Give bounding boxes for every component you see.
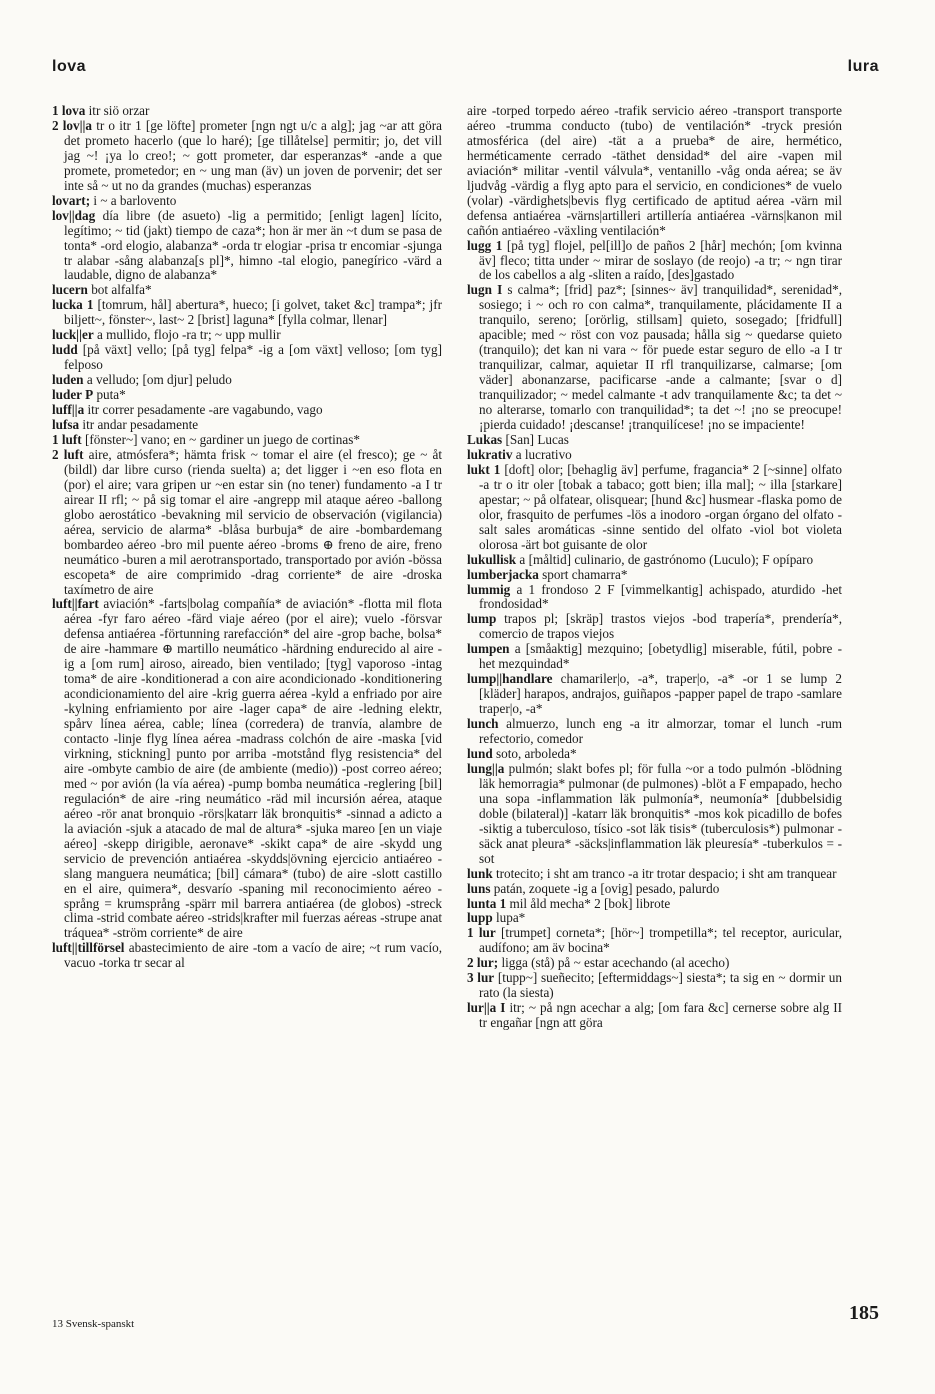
entry-headword: lunk bbox=[467, 865, 493, 881]
dictionary-entry bbox=[467, 553, 842, 568]
dictionary-entry bbox=[52, 433, 442, 448]
entry-definition: trapos pl; [skräp] trastos viejos -bod trapería*, prendería*, comercio de trapos viejos bbox=[479, 611, 842, 642]
entry-definition: itr correr pesadamente -are vagabundo, vago bbox=[84, 402, 323, 418]
entry-headword: lov||dag bbox=[52, 207, 96, 223]
entry-definition: pulmón; slakt bofes pl; för fulla ~or a todo pulmón -blödning läk hemorragia* pulmonar (de pulmones) -blöt a F empapado, hecho una sopa -inflammation läk pulmonía*, neumonía* [dubbelsidig doble (bilateral)] -katarr läk bronquitis* -mos kok picadillo de bofes -siktig a tuberculoso, tísico -sot läk tisis* (tuberculosis*) pulmonar -säck anat pleura* -säcks|inflammation läk pleuresía* -tuberkulos = -sot bbox=[479, 760, 842, 866]
entry-definition: a 1 frondoso 2 F [vimmelkantig] achispado, aturdido -het frondosidad* bbox=[479, 581, 842, 612]
entry-definition: a mullido, flojo -ra tr; ~ upp mullir bbox=[93, 327, 281, 343]
entry-definition: itr siö orzar bbox=[85, 103, 150, 118]
entry-headword: lunta 1 bbox=[467, 895, 507, 911]
dictionary-entry bbox=[467, 642, 842, 672]
entry-definition: itr; ~ på ngn acechar a alg; [om fara &c] cernerse sobre alg II tr engañar [ngn att göra bbox=[479, 1000, 842, 1031]
entry-definition: [fönster~] vano; en ~ gardiner un juego de cortinas* bbox=[81, 431, 360, 447]
dictionary-entry bbox=[52, 388, 442, 403]
dictionary-entry bbox=[52, 343, 442, 373]
dictionary-entry bbox=[52, 418, 442, 433]
entry-definition: lupa* bbox=[492, 910, 526, 926]
signature-mark: 13 Svensk-spanskt bbox=[52, 1318, 135, 1330]
entry-definition: aire, atmósfera*; hämta frisk ~ tomar el aire (el fresco); ge ~ åt (bildl) dar libre curso (rienda suelta) a; det ligger i ~en eso flota en (por) el aire; vara gripen ur ~en estar sin (no tener) fundamento -a I tr airear II rfl; ~ på sig tomar el aire -angrepp mil ataque aéreo -ballong globo aerostático -bevakning mil servicio de observación (vigilancia) aérea, servicio de alarma* -blåsa burbuja* de aire -bombardemang bombardeo aéreo -bro mil puente aéreo -broms ⊕ freno de aire, freno neumático -buren a mil aerotransportado, transportado por avión -bössa escopeta* de aire comprimido -drag corriente* de aire -droska taxímetro de aire bbox=[64, 446, 443, 597]
entry-definition: almuerzo, lunch eng -a itr almorzar, tomar el lunch -rum refectorio, comedor bbox=[479, 716, 842, 747]
dictionary-entry bbox=[467, 882, 842, 897]
dictionary-entry bbox=[52, 448, 442, 598]
entry-definition: día libre (de asueto) -lig a permitido; [enligt lagen] lícito, legítimo; ~ tid (jakt) tiempo de caza*; hon är mer än ~t dum se pasa de tonta* -ord elogio, alabanza* -orda tr elogiar -prisa tr encomiar -sjunga tr alabar -sång alabanza[s pl]*, himno -tal elogio, panegírico -värd a laudable, digno de alabanza* bbox=[64, 207, 442, 283]
entry-headword: ludd bbox=[52, 342, 78, 358]
dictionary-entry bbox=[467, 568, 842, 583]
entry-headword: lukullisk bbox=[467, 551, 517, 567]
entry-headword: luff||a bbox=[52, 402, 85, 418]
entry-headword: lump||handlare bbox=[467, 671, 553, 687]
dictionary-entry bbox=[467, 448, 842, 463]
entry-headword: lugg 1 bbox=[467, 237, 503, 253]
dictionary-entry bbox=[467, 283, 842, 433]
entry-headword: lupp bbox=[467, 910, 493, 926]
entry-definition: puta* bbox=[93, 387, 126, 403]
entry-definition: trotecito; i sht am tranco -a itr trotar despacio; i sht am tranquear bbox=[492, 865, 837, 881]
entry-definition: tr o itr 1 [ge löfte] prometer [ngn ngt u/c a alg]; jag ~ar att göra det prometo hacerlo (que lo haré); [ge tillåtelse] permitir; jo, det vill jag ~! ¡ya lo creo!; ~ gott prometer, dar esperanzas* -ande a que promete, prometedor; en ~ ung man (äv) un joven de porvenir; det ser inte så ~ ut no da grandes (muchas) esperanzas bbox=[64, 117, 442, 193]
entry-headword: lung||a bbox=[467, 760, 505, 776]
entry-headword: lumpen bbox=[467, 641, 510, 657]
entry-definition: a [småaktig] mezquino; [obetydlig] miserable, fútil, pobre -het mezquindad* bbox=[479, 641, 842, 672]
entry-definition: i ~ a barlovento bbox=[90, 192, 177, 208]
entry-definition: [doft] olor; [behaglig äv] perfume, fragancia* 2 [~sinne] olfato -a tr o itr oler [tobak a tabaco; gott bien; illa mal]; ~ illa [starkare] apestar; ~ på olfatear, olisquear; [hund &c] husmear -flaska pomo de olor, frasquito de perfumes -lös a inodoro -organ órgano del olfato -salt sales aromáticas -sinne sentido del olfato -viol bot violeta olorosa -ärt bot guisante de olor bbox=[479, 461, 842, 552]
entry-definition: aviación* -farts|bolag compañía* de aviación* -flotta mil flota aérea -fyr faro aéreo -färd viaje aéreo (por el aire); vuelo -försvar defensa antiaérea -förtunning rarefacción* del aire -grop bache, bolsa* de aire -hammare ⊕ martillo neumático -härdning endurecido al aire -ig a [om rum] airoso, aireado, bien ventilado; [tyg] vaporoso -intag toma* de aire -konditionerad a con aire acondicionado -konditionering acondicionamiento del aire -krig guerra aérea -kyld a enfriado por aire -kylning enfriamiento por aire -lager capa* de aire -ledning elektr, spårv línea aérea, cable; línea (corredera) de tranvía, alambre de contacto -linje flyg línea aérea -madrass colchón de aire -maska [vid virkning, stickning] punto por arriba -motstånd flyg resistencia* del aire -ombyte cambio de aire (de ambiente (medio)) -post correo aéreo; med ~ por avión (la vía aérea) -pump bomba neumática -reglering [bil] regulación* de aire -ring neumático -räd mil incursión aérea, ataque aéreo -rör anat bronquio -rörs|katarr läk bronquitis* -sinnad a adicto a la aviación -sjuk a atacado de mal de altura* -sjuka mareo [en un viaje aéreo] -skepp dirigible, aeronave* -skikt capa* de aire -skydd ung servicio de prevención antiaérea -skydds|övning ejercicio antiaéreo -slang manguera neumática; [bil] cámara* (tubo) de aire -slott castillo en el aire, quimera*, desvarío -spaning mil reconocimiento aéreo -språng = krumsprång -spärr mil barrera antiaérea (de globos) -streck clima -strid combate aéreo -strids|krafter mil fuerzas aéreas -strupe anat tráquea* -ström corriente* de aire bbox=[64, 596, 442, 941]
dictionary-entry bbox=[467, 717, 842, 747]
entry-definition: itr andar pesadamente bbox=[79, 417, 199, 433]
dictionary-entry bbox=[467, 911, 842, 926]
entry-definition: a [måltid] culinario, de gastrónomo (Luculo); F opíparo bbox=[516, 551, 814, 567]
dictionary-entry bbox=[467, 867, 842, 882]
dictionary-entry bbox=[52, 597, 442, 941]
entry-headword: lucka 1 bbox=[52, 297, 94, 313]
entry-headword: 2 luft bbox=[52, 446, 84, 462]
dictionary-entry bbox=[467, 956, 842, 971]
entry-headword: lunch bbox=[467, 716, 499, 732]
entry-headword: lur||a I bbox=[467, 1000, 506, 1016]
entry-definition: soto, arboleda* bbox=[492, 745, 577, 761]
entry-headword: luft||fart bbox=[52, 596, 99, 612]
entry-definition: aire -torped torpedo aéreo -trafik servicio aéreo -transport transporte aéreo -trumma conducto (tubo) de ventilación* -tryck presión atmosférica (del aire) -tät a a prueba* de aire, hermético, herméticamente cerrado -täthet densidad* del aire -vapen mil aviación* militar -ventil válvula*, ventanillo -våg onda aérea; se äv ljudvåg -värdig a flyg apto para el servicio, en condiciones* de vuelo (volar) -värdighets|bevis flyg certificado de aptitud aérea -värn mil defensa antiaérea -värns|artilleri artillería antiaérea -värns|kanon mil cañón antiaéreo -växling ventilación* bbox=[467, 103, 842, 238]
entry-definition: sport chamarra* bbox=[538, 566, 628, 582]
entry-definition: [på växt] vello; [på tyg] felpa* -ig a [om växt] velloso; [om tyg] felposo bbox=[64, 342, 442, 373]
entry-definition: s calma*; [frid] paz*; [sinnes~ äv] tranquilidad*, serenidad*, sosiego; i ~ och ro con calma*, tranquilamente, plácidamente II a tranquilo, sereno; [orörlig, stillsam] quieto, sosegado; [fridfull] apacible; med ~ röst con voz pausada; hålla sig ~ quedarse quieto (tranquilo); det kan ni vara ~ för puede estar seguro de ello -a I tr tranquilizar, calmar, aquietar II rfl tranquilizarse, calmarse; [om väder] abonanzarse, pacificarse -ande a calmante; [svar o d] tranquilizador; ~ medel calmante -t adv tranquilamente &c; ta det ~ no alterarse, tomarlo con tranquilidad*; ta det ~! ¡no se preocupe! ¡pierda cuidado! ¡descanse! ¡tranquilícese! ¡no se impaciente! bbox=[479, 282, 843, 433]
dictionary-entry bbox=[52, 283, 442, 298]
entry-headword: Lukas bbox=[467, 431, 503, 447]
dictionary-entry bbox=[467, 433, 842, 448]
dictionary-entry bbox=[467, 672, 842, 717]
dictionary-entry bbox=[467, 463, 842, 553]
entry-headword: lufsa bbox=[52, 417, 80, 433]
dictionary-entry bbox=[52, 373, 442, 388]
entry-headword: lovart; bbox=[52, 192, 91, 208]
entry-definition: patán, zoquete -ig a [ovig] pesado, palurdo bbox=[490, 880, 720, 896]
entry-headword: luft||tillförsel bbox=[52, 940, 125, 956]
entry-definition: a velludo; [om djur] peludo bbox=[83, 372, 232, 388]
entry-definition: [tomrum, hål] abertura*, hueco; [i golvet, taket &c] trampa*; jfr biljett~, fönster~, last~ 2 [brist] laguna* [fylla colmar, llenar] bbox=[64, 297, 442, 328]
entry-headword: 1 lur bbox=[467, 925, 496, 941]
dictionary-entry bbox=[467, 762, 842, 867]
dictionary-entry bbox=[52, 209, 442, 284]
right-guide-word: lura bbox=[847, 58, 879, 75]
dictionary-entry bbox=[52, 403, 442, 418]
entry-definition: bot alfalfa* bbox=[87, 282, 152, 298]
entry-definition: mil åld mecha* 2 [bok] librote bbox=[506, 895, 671, 911]
entry-definition: [på tyg] flojel, pel[ill]o de paños 2 [hår] mechón; [om kvinna äv] fleco; titta under ~ mirar de soslayo (de reojo) -a tr; ~ ngn tirar de los cabellos a alg -sliten a raído, [des]gastado bbox=[479, 237, 842, 283]
dictionary-entry bbox=[467, 897, 842, 912]
entry-headword: lund bbox=[467, 745, 493, 761]
dictionary-entry bbox=[467, 747, 842, 762]
entry-definition: ligga (stå) på ~ estar acechando (al acecho) bbox=[498, 955, 730, 971]
entry-headword: lucern bbox=[52, 282, 88, 298]
dictionary-entry bbox=[52, 119, 442, 194]
entry-headword: lummig bbox=[467, 581, 511, 597]
dictionary-entry bbox=[52, 298, 442, 328]
dictionary-entry bbox=[52, 941, 442, 971]
dictionary-entry bbox=[52, 104, 442, 119]
entry-headword: 3 lur bbox=[467, 970, 495, 986]
dictionary-entry bbox=[467, 971, 842, 1001]
entry-definition: a lucrativo bbox=[512, 446, 572, 462]
dictionary-entry bbox=[52, 328, 442, 343]
dictionary-entry bbox=[52, 194, 442, 209]
entry-headword: 1 lova bbox=[52, 103, 86, 118]
entry-definition: [San] Lucas bbox=[502, 431, 569, 447]
left-guide-word: lova bbox=[52, 58, 87, 75]
right-column bbox=[467, 104, 842, 1031]
dictionary-entry bbox=[467, 239, 842, 284]
entry-definition: abastecimiento de aire -tom a vacío de aire; ~t rum vacío, vacuo -torka tr secar al bbox=[64, 940, 442, 971]
entry-definition: [trumpet] corneta*; [hör~] trompetilla*; tel receptor, auricular, audífono; am äv bocina* bbox=[479, 925, 842, 956]
entry-headword: luder P bbox=[52, 387, 94, 403]
entry-headword: 1 luft bbox=[52, 431, 82, 447]
entry-definition: [tupp~] sueñecito; [eftermiddags~] siesta*; ta sig en ~ dormir un rato (la siesta) bbox=[479, 970, 842, 1001]
entry-headword: luck||er bbox=[52, 327, 94, 343]
entry-headword: lumberjacka bbox=[467, 566, 539, 582]
entry-definition: chamariler|o, -a*, traper|o, -a* -or 1 se lump 2 [kläder] harapos, andrajos, guiñapos -papper papel de trapo -samlare traper|o, -a* bbox=[479, 671, 842, 717]
entry-headword: lukrativ bbox=[467, 446, 513, 462]
dictionary-entry bbox=[467, 926, 842, 956]
entry-headword: luns bbox=[467, 880, 491, 896]
dictionary-entry bbox=[467, 104, 842, 239]
entry-headword: lugn I bbox=[467, 282, 503, 298]
entry-headword: 2 lov||a bbox=[52, 117, 93, 133]
entry-headword: luden bbox=[52, 372, 84, 388]
dictionary-entry bbox=[467, 583, 842, 613]
entry-headword: lump bbox=[467, 611, 497, 627]
dictionary-entry bbox=[467, 612, 842, 642]
entry-headword: 2 lur; bbox=[467, 955, 499, 971]
entry-headword: lukt 1 bbox=[467, 461, 501, 477]
left-column bbox=[52, 104, 442, 971]
page-number: 185 bbox=[849, 1302, 879, 1324]
dictionary-entry bbox=[467, 1001, 842, 1031]
